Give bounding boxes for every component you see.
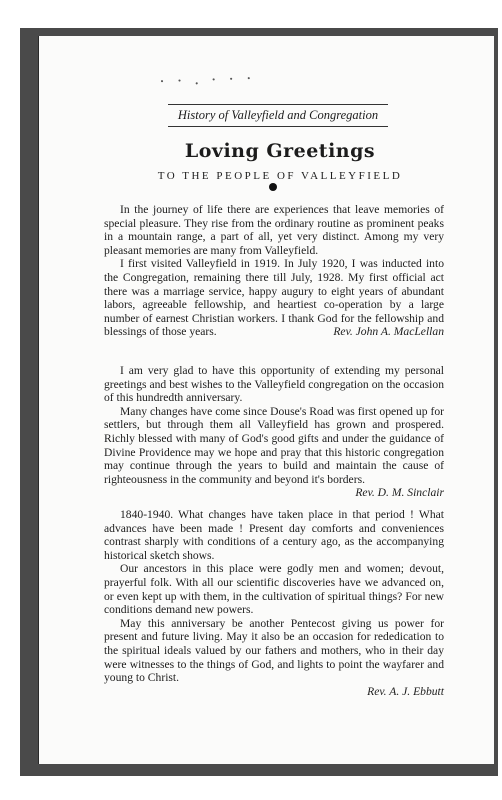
greeting-paragraph: Many changes have come since Douse's Road was first opened up for settlers, but through them all Valleyfield has grown and prospered. Richly blessed with many of God's good gifts and under the guidance of Divine Providence may we hope and pray that this historic congregation may continue through the years to build and maintain the cause of righteousness in the community and beyond it's borders. — [104, 404, 444, 486]
greeting-paragraph: I am very glad to have this opportunity of extending my personal greetings and best wishes to the Valleyfield congregation on the occasion of this hundredth anniversary. — [104, 364, 444, 405]
running-head-rule-bottom — [168, 126, 388, 127]
greeting-paragraph: 1840-1940. What changes have taken place in that period ! What advances have been made ! Present day comforts and conveniences contrast sharply with conditions of a century ago, as the accompanying historical sketch shows. — [104, 508, 444, 562]
signature: Rev. A. J. Ebbutt — [367, 684, 444, 698]
running-head-rule-top — [168, 104, 388, 105]
greeting-sinclair — [104, 364, 444, 500]
greeting-paragraph: Our ancestors in this place were godly men and women; devout, prayerful folk. With all our scientific discoveries have we advanced on, or even kept up with them, in the cultivation of spiritual things? For new conditions demand new powers. — [104, 562, 444, 617]
signature: Rev. D. M. Sinclair — [355, 486, 444, 500]
greeting-paragraph: May this anniversary be another Pentecost giving us power for present and future living. May it also be an occasion for rededication to the spiritual ideals valued by our fathers and mothers, who in their day were witnesses to the things of God, and lights to point the wayfarer and young to Christ. — [104, 616, 444, 685]
library-stamp: · · . · · · — [159, 70, 257, 89]
greeting-maclellan — [104, 203, 444, 339]
running-head: History of Valleyfield and Congregation — [177, 108, 379, 122]
page-title: Loving Greetings — [184, 140, 376, 162]
greeting-paragraph: I first visited Valleyfield in 1919. In July 1920, I was inducted into the Congregation, remaining there till July, 1928. My first official act there was a marriage service, happy augury to eight years of abundant labors, agreeable fellowship, and heartiest co-operation by a large number of earnest Christian workers. I thank God for the fellowship and blessings of those years. — [104, 257, 444, 339]
greeting-paragraph: In the journey of life there are experiences that leave memories of special pleasure. They rise from the ordinary routine as prominent peaks in a mountain range, a part of all, yet very distinct. Among my very pleasant memories are many from Valleyfield. — [104, 203, 444, 257]
page-subtitle: TO THE PEOPLE OF VALLEYFIELD — [157, 170, 403, 182]
bullet-ornament — [269, 183, 277, 191]
greeting-ebbutt — [104, 508, 444, 698]
signature: Rev. John A. MacLellan — [333, 325, 444, 339]
